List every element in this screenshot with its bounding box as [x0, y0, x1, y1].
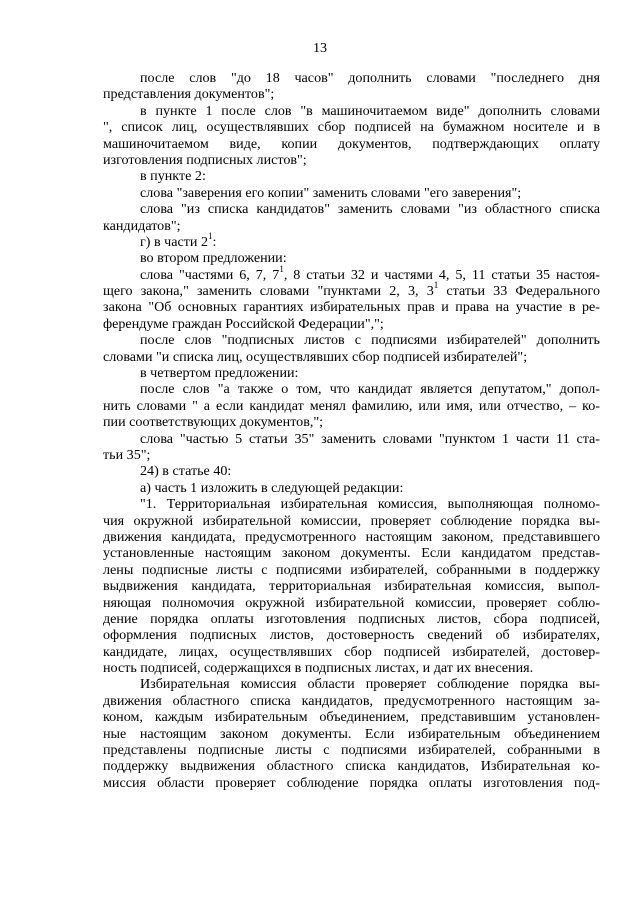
text-line-content: 24) в статье 40: [140, 463, 232, 480]
text-line [103, 316, 600, 332]
text-line-content: чия окружной избирательной комиссии, проверяет соблюдение порядка вы- [103, 512, 600, 529]
text-line-content: кандидатов"; [103, 217, 181, 234]
text-line [103, 709, 600, 725]
text-line-content: словами "и списка лиц, осуществлявших сбор подписей избирателей"; [103, 348, 528, 365]
text-line-content: дение порядка оплаты изготовления подписных листов, сбора подписей, [103, 610, 600, 627]
text-line [103, 726, 600, 742]
text-line-content: Избирательная комиссия области проверяет соблюдение порядка вы- [140, 676, 600, 693]
text-line-content: машиночитаемом виде, копии документов, подтверждающих оплату [103, 135, 600, 152]
text-line-content: установленные настоящим законом документы. Если кандидатом представ- [103, 545, 600, 562]
text-line-content: изготовления подписных листов"; [103, 151, 307, 168]
text-line [103, 529, 600, 545]
text-line [103, 463, 600, 479]
text-line-content: г) в части 2 [140, 233, 209, 250]
text-line-content: лены подписные листы с подписями избирателей, собранными в поддержку [103, 561, 600, 578]
text-line-content: ные настоящим законом документы. Если избирательным объединением [103, 725, 600, 742]
text-line [103, 627, 600, 643]
text-line [103, 332, 600, 348]
document-body [103, 70, 600, 791]
text-line-content: после слов "до 18 часов" дополнить словами "последнего дня [140, 70, 600, 86]
text-line [103, 381, 600, 397]
text-line-content: выдвижения кандидата, территориальная избирательная комиссия, выпол- [103, 578, 600, 595]
text-line-content: слова "частями 6, 7, 7 [140, 266, 280, 283]
superscript: 1 [279, 264, 284, 274]
text-line [103, 349, 600, 365]
text-line-content: кандидате, лицах, осуществлявших сбор подписей избирателей, достовер- [103, 643, 600, 660]
text-line-content: в пункте 2: [140, 168, 206, 185]
text-line [103, 103, 600, 119]
text-line-content: пии соответствующих документов,"; [103, 414, 324, 431]
text-line [103, 218, 600, 234]
text-line-continuation: : [212, 233, 217, 250]
text-line [103, 513, 600, 529]
text-line [103, 480, 600, 496]
text-line-content: закона "Об основных гарантиях избирательных прав и права на участие в ре- [103, 299, 600, 316]
text-line-content: ферендуме граждан Российской Федерации","; [103, 315, 384, 332]
text-line-content: движения кандидата, предусмотренного настоящим законом, представившего [103, 528, 600, 545]
text-line-content: оформления подписных листов, достоверность сведений об избирателях, [103, 627, 600, 644]
text-line-content: няющая полномочия окружной избирательной комиссии, проверяет соблю- [103, 594, 600, 611]
text-line [103, 758, 600, 774]
text-line-continuation: , 8 статьи 32 и частями 4, 5, 11 статьи 35 настоя- [283, 266, 600, 283]
text-line-content: а) часть 1 изложить в следующей редакции: [140, 479, 404, 496]
text-line [103, 644, 600, 660]
text-line [103, 496, 600, 512]
text-line [103, 414, 600, 430]
text-line [103, 676, 600, 692]
text-line-content: миссия области проверяет соблюдение порядка оплаты изготовления под- [103, 774, 600, 791]
text-line-content: в пункте 1 после слов "в машиночитаемом виде" дополнить словами [140, 102, 600, 119]
text-line-content: после слов "подписных листов с подписями избирателей" дополнить [140, 332, 600, 349]
text-line [103, 168, 600, 184]
text-line-content: представлены подписные листы с подписями избирателей, собранными в [103, 742, 600, 759]
text-line [103, 264, 600, 283]
text-line [103, 775, 600, 791]
text-line [103, 578, 600, 594]
text-line-content: во втором предложении: [140, 250, 287, 267]
text-line [103, 595, 600, 611]
text-line-content: тьи 35"; [103, 446, 151, 463]
superscript: 1 [208, 231, 213, 242]
text-line-content: "1. Территориальная избирательная комиссия, выполняющая полномо- [140, 496, 600, 513]
text-line [103, 201, 600, 217]
text-line-content: слова "заверения его копии" заменить словами "его заверения"; [140, 184, 522, 201]
text-line-content: слова "частью 5 статьи 35" заменить словами "пунктом 1 части 11 ста- [140, 430, 600, 447]
text-line [103, 398, 600, 414]
text-line [103, 119, 600, 135]
text-line [103, 250, 600, 266]
text-line [103, 70, 600, 86]
superscript: 1 [433, 280, 439, 291]
text-line [103, 431, 600, 447]
text-line-content: коном, каждым избирательным объединением, представившим установлен- [103, 709, 600, 726]
page-number: 13 [312, 40, 328, 56]
text-line [103, 86, 600, 102]
text-line [103, 299, 600, 315]
text-line-content: в четвертом предложении: [140, 365, 299, 382]
text-line [103, 231, 600, 250]
text-line [103, 152, 600, 168]
text-line [103, 545, 600, 561]
text-line [103, 562, 600, 578]
text-line [103, 742, 600, 758]
text-line-content: нить словами " а если кандидат менял фамилию, или имя, или отчество, – ко- [103, 397, 600, 414]
text-line-content: ", список лиц, осуществлявших сбор подписей на бумажном носителе и в [103, 119, 600, 136]
text-line-content: щего закона," заменить словами "пунктами 2, 3, 3 [103, 283, 434, 300]
text-line [103, 660, 600, 676]
text-line [103, 611, 600, 627]
text-line [103, 365, 600, 381]
text-line-content: поддержку выдвижения областного списка кандидатов, Избирательная ко- [103, 758, 600, 775]
text-line-content: ность подписей, содержащихся в подписных листах, и дат их внесения. [103, 660, 534, 677]
text-line [103, 185, 600, 201]
text-line [103, 280, 601, 300]
text-line [103, 447, 600, 463]
text-line-content: движения областного списка кандидатов, предусмотренного настоящим за- [103, 692, 600, 709]
text-line [103, 136, 600, 152]
text-line-content: после слов "а также о том, что кандидат является депутатом," допол- [140, 381, 600, 398]
text-line [103, 693, 600, 709]
text-line-continuation: статьи 33 Федерального [438, 283, 601, 300]
text-line-content: представления документов"; [103, 86, 275, 103]
text-line-content: слова "из списка кандидатов" заменить словами "из областного списка [140, 201, 600, 218]
